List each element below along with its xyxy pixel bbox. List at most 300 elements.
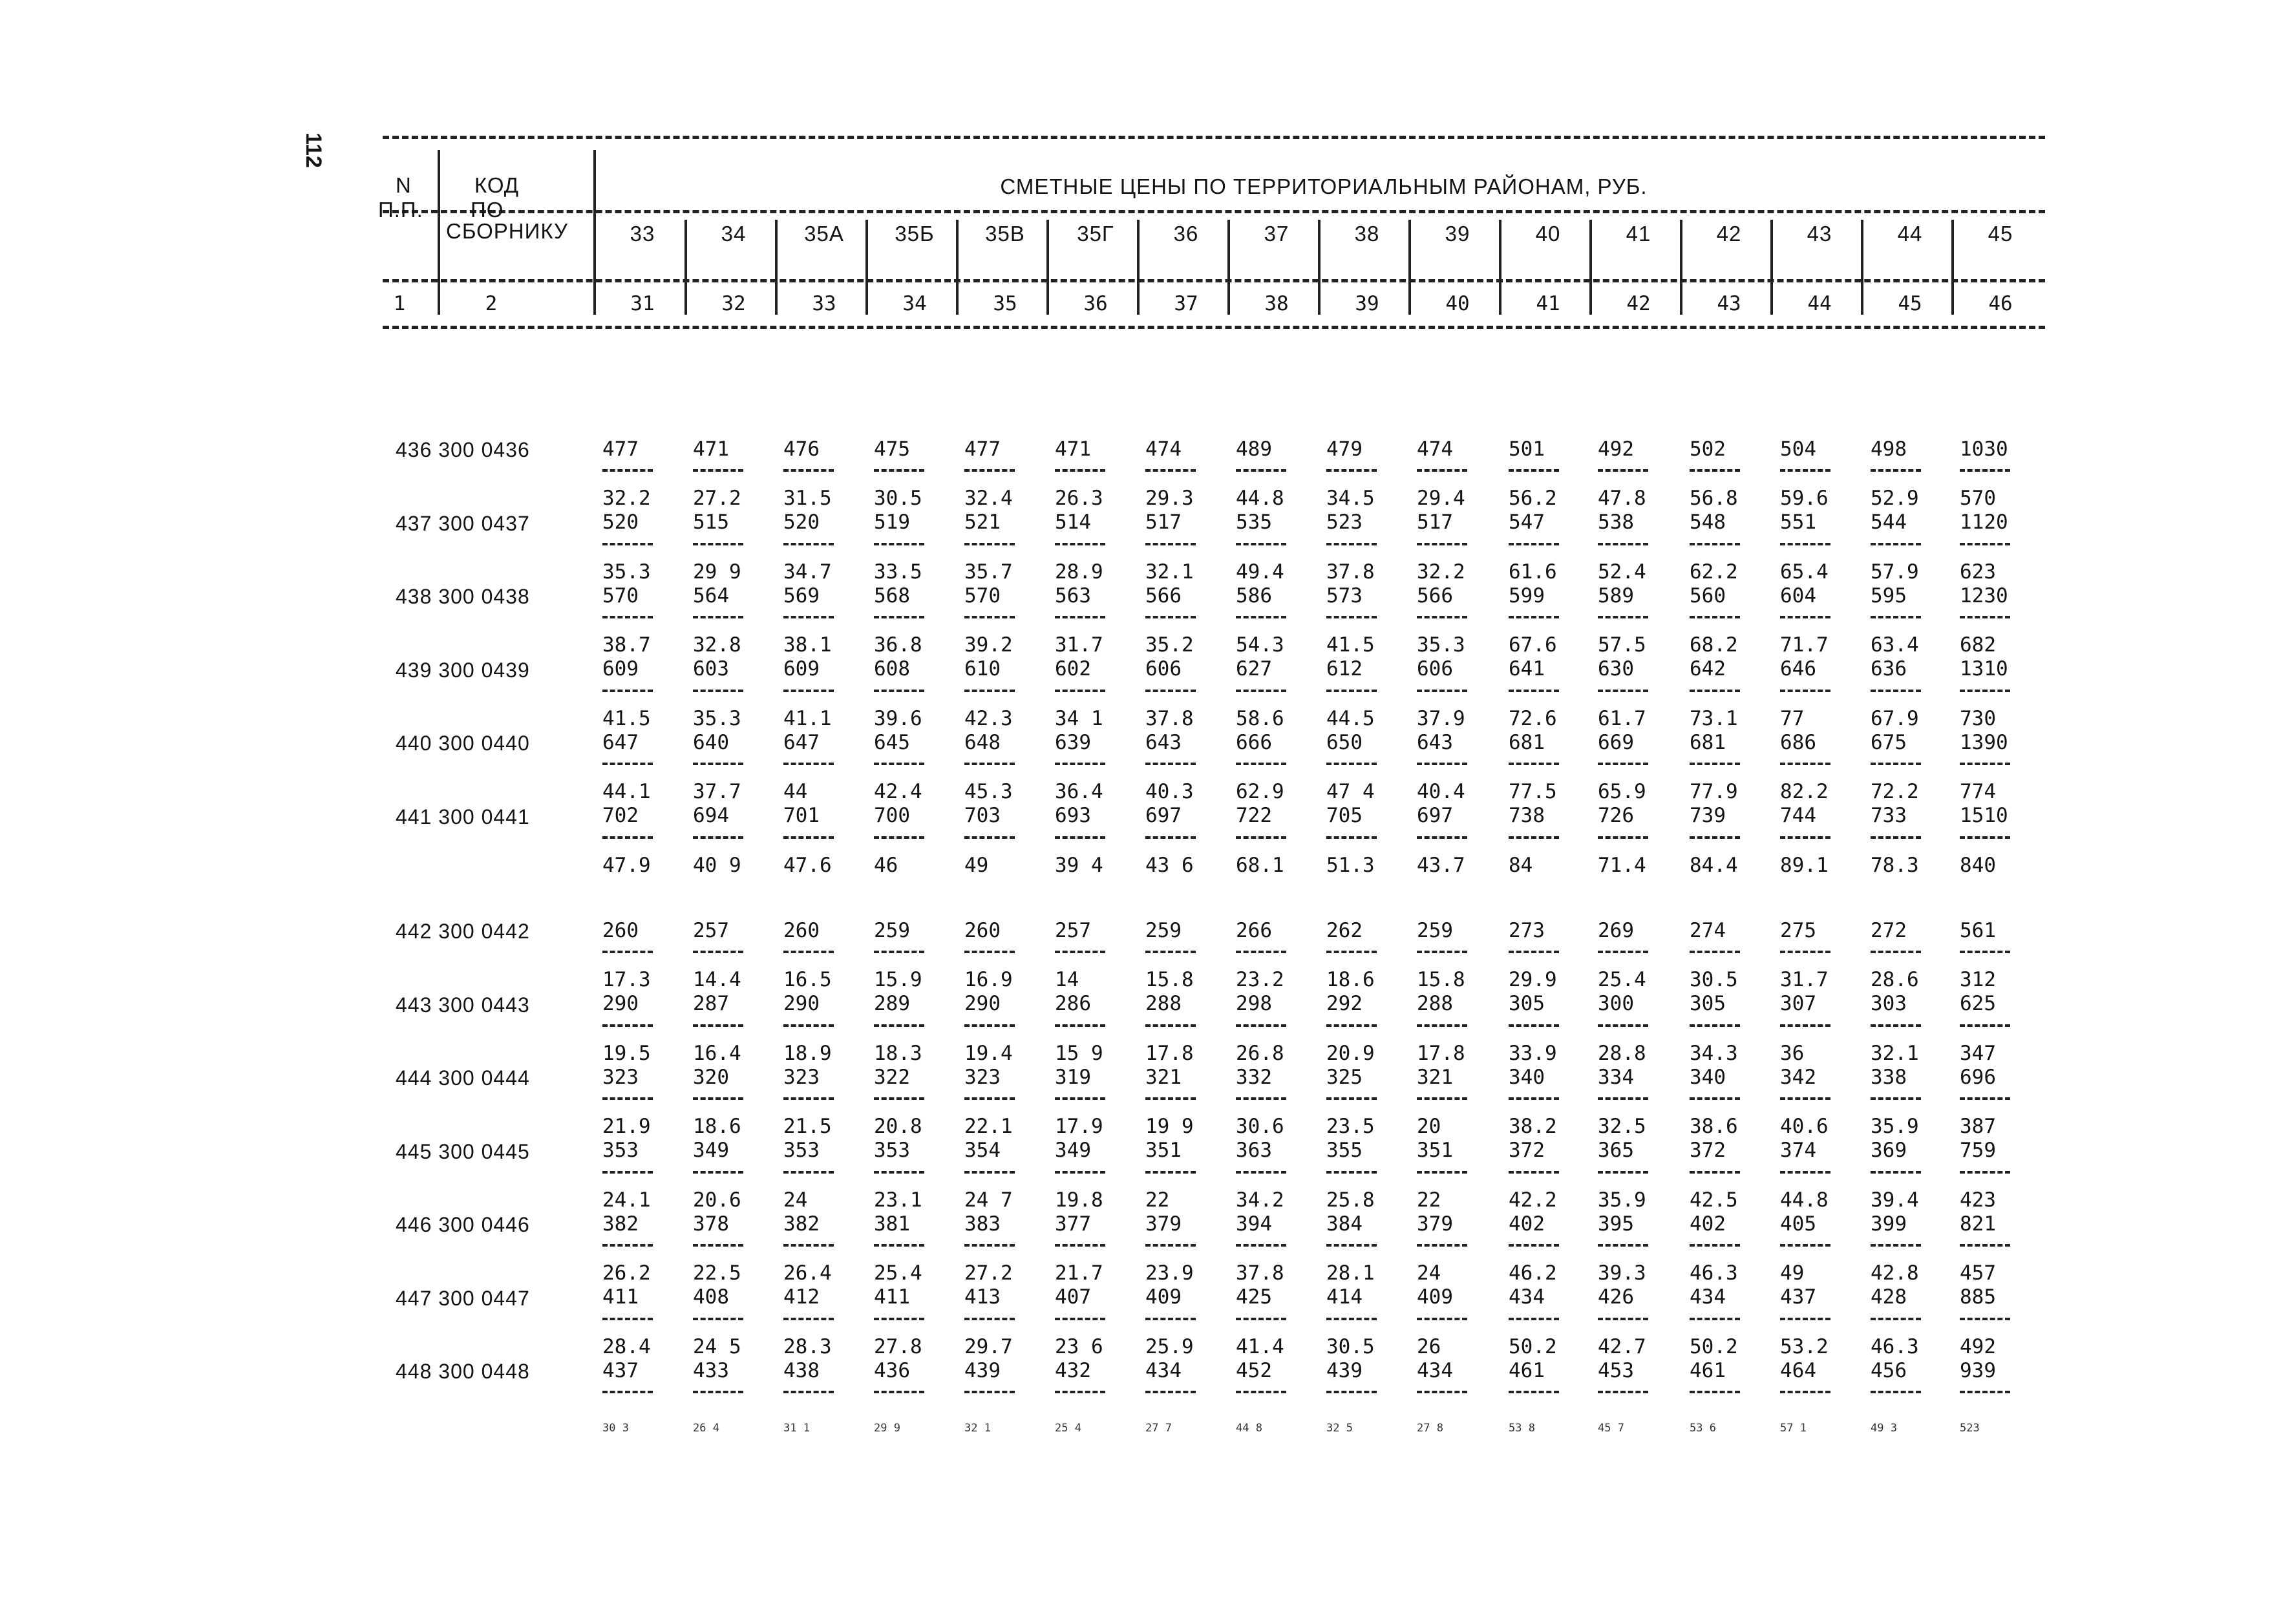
fraction-bar [1417,616,1467,618]
price-value: 37.8 [1326,560,1375,584]
fraction-bar [1509,1244,1559,1247]
fraction-bar [1598,1391,1648,1393]
price-value: 29.9 [1509,968,1557,991]
price-value: 437 [602,1358,639,1382]
fraction-bar [1960,469,2010,472]
fraction-bar [693,469,743,472]
price-value: 22.1 [964,1115,1013,1138]
price-value: 77.9 [1690,780,1738,803]
price-value: 17.3 [602,968,651,991]
fraction-bar [1509,690,1559,692]
price-value: 338 [1871,1065,1907,1089]
price-value: 312 [1960,968,1996,991]
price-value: 35.3 [1417,633,1465,657]
price-value: 319 [1055,1065,1091,1089]
price-value: 34.3 [1690,1041,1738,1065]
price-value: 438 [783,1358,820,1382]
price-value: 30.5 [1690,968,1738,991]
price-value: 72.2 [1871,780,1919,803]
fraction-bar [1509,763,1559,765]
row-code-label: 445 300 0445 [396,1139,530,1163]
price-value: 414 [1326,1285,1363,1309]
price-value: 325 [1326,1065,1363,1089]
fraction-bar [693,1318,743,1320]
fraction-bar [1690,616,1740,618]
price-value: 46 [874,853,898,877]
fraction-bar [1780,1391,1830,1393]
price-value-cut-off: 32 1 [964,1422,991,1435]
price-value: 57.9 [1871,560,1919,584]
fraction-bar [964,1024,1015,1027]
price-value: 32.2 [602,487,651,510]
fraction-bar [693,1024,743,1027]
fraction-bar [1326,1318,1377,1320]
fraction-bar [1145,1097,1196,1100]
price-value: 353 [874,1139,910,1162]
price-value: 20.6 [693,1188,741,1212]
fraction-bar [783,1318,834,1320]
price-value: 23.1 [874,1188,922,1212]
price-value: 36 [1780,1041,1805,1065]
fraction-bar [874,763,924,765]
price-value: 35.9 [1598,1188,1646,1212]
fraction-bar [1871,763,1921,765]
row-code-label: 441 300 0441 [396,805,530,828]
fraction-bar [1690,469,1740,472]
fraction-bar [1690,951,1740,953]
price-value: 42.5 [1690,1188,1738,1212]
fraction-bar [602,836,653,839]
price-value: 514 [1055,511,1091,534]
price-value: 378 [693,1212,729,1236]
header-divider [1861,220,1863,315]
price-value: 697 [1145,804,1182,827]
price-value: 355 [1326,1139,1363,1162]
price-value: 566 [1417,584,1453,607]
price-value-cut-off: 45 7 [1598,1422,1624,1435]
fraction-bar [693,836,743,839]
price-value: 641 [1509,657,1545,680]
price-value: 625 [1960,992,1996,1015]
fraction-bar [1780,1318,1830,1320]
header-divider [956,220,959,315]
price-value: 489 [1236,438,1272,461]
price-value: 589 [1598,584,1634,607]
price-value: 439 [1326,1358,1363,1382]
fraction-bar [783,690,834,692]
fraction-bar [1417,1097,1467,1100]
price-value: 606 [1145,657,1182,680]
price-value: 738 [1509,804,1545,827]
price-value: 351 [1145,1139,1182,1162]
column-number: 42 [1626,292,1651,315]
price-value: 41.1 [783,706,832,730]
price-value-cut-off: 53 8 [1509,1422,1535,1435]
price-value: 15.8 [1145,968,1194,991]
fraction-bar [1960,763,2010,765]
price-value: 648 [964,730,1001,754]
row-code-label: 447 300 0447 [396,1286,530,1310]
fraction-bar [1236,690,1286,692]
price-value: 774 [1960,780,1996,803]
price-value: 27.2 [964,1261,1013,1285]
price-value: 16.4 [693,1041,741,1065]
price-value: 643 [1417,730,1453,754]
fraction-bar [1598,1318,1648,1320]
fraction-bar [1960,1391,2010,1393]
fraction-bar [1690,690,1740,692]
fraction-bar [602,763,653,765]
price-value: 402 [1509,1212,1545,1236]
district-header: 35В [985,222,1025,246]
fraction-bar [1871,951,1921,953]
price-value: 33.9 [1509,1041,1557,1065]
price-value: 645 [874,730,910,754]
fraction-bar [1871,1171,1921,1174]
district-header: 43 [1807,222,1832,246]
price-value: 34.7 [783,560,832,584]
price-value: 759 [1960,1139,1996,1162]
fraction-bar [1055,616,1105,618]
price-value: 477 [964,438,1001,461]
price-value: 28.9 [1055,560,1103,584]
price-value: 586 [1236,584,1272,607]
price-value: 290 [602,992,639,1015]
price-value: 456 [1871,1358,1907,1382]
price-value: 266 [1236,919,1272,942]
price-value: 696 [1960,1065,1996,1089]
price-value: 257 [693,919,729,942]
fraction-bar [874,1024,924,1027]
price-value: 17.9 [1055,1115,1103,1138]
fraction-bar [1055,543,1105,545]
fraction-bar [874,690,924,692]
fraction-bar [1871,836,1921,839]
price-value: 471 [693,438,729,461]
price-value: 39.3 [1598,1261,1646,1285]
price-value: 17.8 [1145,1041,1194,1065]
column-number: 1 [393,292,406,315]
price-value: 666 [1236,730,1272,754]
price-value: 44.5 [1326,706,1375,730]
price-value-cut-off: 30 3 [602,1422,629,1435]
price-value: 59.6 [1780,487,1829,510]
price-value: 40 9 [693,853,741,877]
fraction-bar [874,836,924,839]
price-value-cut-off: 57 1 [1780,1422,1807,1435]
fraction-bar [1417,1318,1467,1320]
district-header: 35Г [1077,222,1114,246]
price-value: 437 [1780,1285,1816,1309]
price-value: 323 [602,1065,639,1089]
price-value: 16.9 [964,968,1013,991]
price-value: 257 [1055,919,1091,942]
fraction-bar [1780,1097,1830,1100]
header-divider [1499,220,1501,315]
price-value: 681 [1509,730,1545,754]
price-value-cut-off: 25 4 [1055,1422,1081,1435]
price-value: 461 [1509,1358,1545,1382]
price-value: 77.5 [1509,780,1557,803]
price-value: 27.8 [874,1334,922,1358]
price-value: 298 [1236,992,1272,1015]
price-value: 30.5 [874,487,922,510]
column-number: 40 [1445,292,1470,315]
fraction-bar [1509,616,1559,618]
price-value: 40.6 [1780,1115,1829,1138]
fraction-bar [1509,1024,1559,1027]
price-value: 1310 [1960,657,2008,680]
district-header: 35Б [895,222,935,246]
fraction-bar [1055,1318,1105,1320]
price-value: 477 [602,438,639,461]
price-value: 693 [1055,804,1091,827]
price-value: 630 [1598,657,1634,680]
fraction-bar [1236,543,1286,545]
fraction-bar [964,690,1015,692]
price-value: 730 [1960,706,1996,730]
price-value: 14.4 [693,968,741,991]
price-value: 41.5 [602,706,651,730]
price-value: 570 [964,584,1001,607]
price-value: 34 1 [1055,706,1103,730]
price-value: 492 [1598,438,1634,461]
price-value: 56.8 [1690,487,1738,510]
price-value: 365 [1598,1139,1634,1162]
fraction-bar [1417,836,1467,839]
price-value: 439 [964,1358,1001,1382]
fraction-bar [1780,469,1830,472]
price-value: 15.8 [1417,968,1465,991]
price-value: 349 [1055,1139,1091,1162]
price-value: 603 [693,657,729,680]
row-code-label: 446 300 0446 [396,1213,530,1236]
fraction-bar [1236,1318,1286,1320]
price-value: 84 [1509,853,1533,877]
fraction-bar [1690,1391,1740,1393]
fraction-bar [783,1391,834,1393]
price-value: 44.8 [1236,487,1284,510]
price-value: 411 [874,1285,910,1309]
price-value: 1390 [1960,730,2008,754]
fraction-bar [1326,1391,1377,1393]
price-value: 67.9 [1871,706,1919,730]
price-value: 54.3 [1236,633,1284,657]
price-value-cut-off: 29 9 [874,1422,900,1435]
price-value: 332 [1236,1065,1272,1089]
price-value: 372 [1690,1139,1726,1162]
fraction-bar [1690,1171,1740,1174]
price-value: 1120 [1960,511,2008,534]
column-number: 41 [1536,292,1560,315]
fraction-bar [1145,543,1196,545]
price-value: 609 [783,657,820,680]
header-divider [1137,220,1140,315]
fraction-bar [1509,1097,1559,1100]
header-divider [1680,220,1682,315]
price-value: 43 6 [1145,853,1194,877]
fraction-bar [1509,469,1559,472]
price-value: 26.8 [1236,1041,1284,1065]
fraction-bar [1690,543,1740,545]
price-value: 840 [1960,853,1996,877]
fraction-bar [1960,1097,2010,1100]
fraction-bar [1780,1171,1830,1174]
price-value: 78.3 [1871,853,1919,877]
fraction-bar [1780,616,1830,618]
price-value: 19.8 [1055,1188,1103,1212]
price-value: 28.1 [1326,1261,1375,1285]
header-rule [383,279,2045,282]
price-value: 288 [1145,992,1182,1015]
column-number: 2 [485,292,498,315]
price-value: 700 [874,804,910,827]
price-value: 47.9 [602,853,651,877]
price-value: 379 [1145,1212,1182,1236]
price-value: 287 [693,992,729,1015]
price-value: 374 [1780,1139,1816,1162]
price-value: 694 [693,804,729,827]
price-value: 36.4 [1055,780,1103,803]
column-number: 36 [1083,292,1108,315]
fraction-bar [1780,951,1830,953]
price-value: 24 [783,1188,808,1212]
fraction-bar [602,1097,653,1100]
fraction-bar [1417,690,1467,692]
price-value: 25.4 [874,1261,922,1285]
fraction-bar [1055,1244,1105,1247]
price-value: 372 [1509,1139,1545,1162]
price-value: 384 [1326,1212,1363,1236]
price-value: 322 [874,1065,910,1089]
price-value: 41.5 [1326,633,1375,657]
header-divider [684,220,687,315]
price-value: 413 [964,1285,1001,1309]
price-value: 63.4 [1871,633,1919,657]
column-number: 44 [1807,292,1832,315]
price-value: 38.2 [1509,1115,1557,1138]
price-value: 45.3 [964,780,1013,803]
price-value: 62.2 [1690,560,1738,584]
price-value: 29.4 [1417,487,1465,510]
price-value: 25.4 [1598,968,1646,991]
price-value: 52.9 [1871,487,1919,510]
fraction-bar [1780,763,1830,765]
fraction-bar [1960,616,2010,618]
price-value: 520 [783,511,820,534]
fraction-bar [783,1171,834,1174]
fraction-bar [1145,1318,1196,1320]
price-value: 425 [1236,1285,1272,1309]
fraction-bar [1326,616,1377,618]
price-value: 34.2 [1236,1188,1284,1212]
district-header: 37 [1264,222,1289,246]
price-value: 39.6 [874,706,922,730]
price-value: 73.1 [1690,706,1738,730]
district-header: 42 [1716,222,1742,246]
price-value: 31.5 [783,487,832,510]
price-value: 821 [1960,1212,1996,1236]
price-value: 340 [1509,1065,1545,1089]
price-value: 434 [1417,1358,1453,1382]
fraction-bar [1145,1391,1196,1393]
price-value: 22 [1145,1188,1170,1212]
fraction-bar [693,543,743,545]
price-value: 29.3 [1145,487,1194,510]
price-value: 432 [1055,1358,1091,1382]
price-value: 504 [1780,438,1816,461]
price-value: 686 [1780,730,1816,754]
price-value: 23 6 [1055,1334,1103,1358]
price-value: 702 [602,804,639,827]
price-value: 464 [1780,1358,1816,1382]
price-value: 269 [1598,919,1634,942]
fraction-bar [1145,763,1196,765]
price-value: 407 [1055,1285,1091,1309]
price-value: 272 [1871,919,1907,942]
price-value: 405 [1780,1212,1816,1236]
price-value: 379 [1417,1212,1453,1236]
fraction-bar [874,469,924,472]
fraction-bar [1960,1171,2010,1174]
price-value: 1230 [1960,584,2008,607]
price-value: 47.6 [783,853,832,877]
fraction-bar [964,763,1015,765]
fraction-bar [1598,1171,1648,1174]
price-value: 42.7 [1598,1334,1646,1358]
price-value: 24 [1417,1261,1441,1285]
price-value: 53.2 [1780,1334,1829,1358]
price-value: 548 [1690,511,1726,534]
header-divider [438,150,440,315]
column-number: 43 [1717,292,1741,315]
fraction-bar [874,1391,924,1393]
price-value: 479 [1326,438,1363,461]
fraction-bar [1598,836,1648,839]
row-code-label: 440 300 0440 [396,732,530,755]
price-value: 409 [1417,1285,1453,1309]
price-value: 44.8 [1780,1188,1829,1212]
price-value: 354 [964,1139,1001,1162]
fraction-bar [1780,543,1830,545]
fraction-bar [1690,1097,1740,1100]
price-value-cut-off: 44 8 [1236,1422,1262,1435]
price-value: 15.9 [874,968,922,991]
price-value: 23.5 [1326,1115,1375,1138]
fraction-bar [1509,1318,1559,1320]
fraction-bar [1960,1024,2010,1027]
fraction-bar [1326,469,1377,472]
price-value: 22.5 [693,1261,741,1285]
fraction-bar [1236,1024,1286,1027]
price-value: 36.8 [874,633,922,657]
price-value: 377 [1055,1212,1091,1236]
price-value: 49.4 [1236,560,1284,584]
fraction-bar [1145,469,1196,472]
fraction-bar [1236,763,1286,765]
price-value: 44.1 [602,780,651,803]
price-value: 323 [964,1065,1001,1089]
price-value: 25.9 [1145,1334,1194,1358]
column-number: 46 [1988,292,2013,315]
fraction-bar [1145,951,1196,953]
row-code-label: 444 300 0444 [396,1066,530,1090]
fraction-bar [602,690,653,692]
fraction-bar [1055,1391,1105,1393]
header-divider [775,220,778,315]
fraction-bar [783,836,834,839]
price-value: 369 [1871,1139,1907,1162]
